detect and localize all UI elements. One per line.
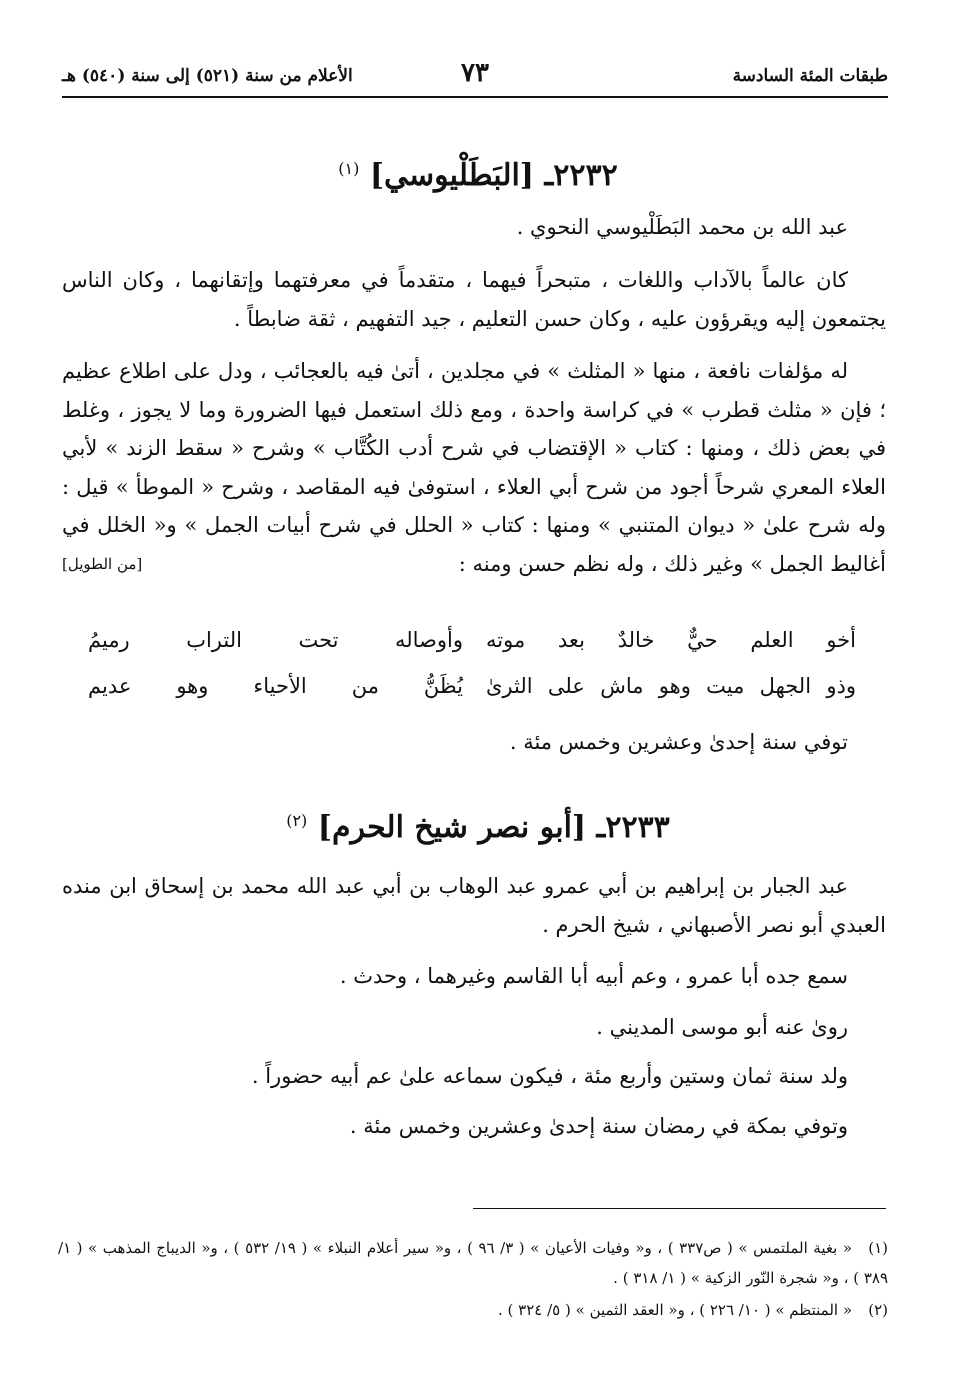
text-line: روىٰ عنه أبو موسى المديني . xyxy=(596,1015,848,1039)
verse-second-hemistich: وأوصاله تحت التراب رميمُ xyxy=(88,628,463,652)
death-line: توفي سنة إحدىٰ وعشرين وخمس مئة . xyxy=(509,730,848,754)
footnote-divider xyxy=(473,1208,886,1209)
entry-title-text: ٢٢٣٢ـ [البَطَلْيوسي] xyxy=(369,158,618,193)
footnote-number: (٢) xyxy=(868,1301,888,1319)
page-number: ٧٣ xyxy=(461,58,489,88)
chapter-range-title: الأعلام من سنة (٥٢١) إلى سنة (٥٤٠) هـ xyxy=(62,66,353,86)
book-section-title: طبقات المئة السادسة xyxy=(732,66,888,86)
poem-verse xyxy=(88,674,856,714)
verse-first-hemistich: أخو العلم حيٌّ خالدٌ بعد موته xyxy=(486,628,856,652)
text-line: ولد سنة ثمان وستين وأربع مئة ، فيكون سماعه علىٰ عم أبيه حضوراً . xyxy=(251,1064,848,1088)
entry-title-2233 xyxy=(0,810,956,845)
entry-title-text: ٢٢٣٣ـ [أبو نصر شيخ الحرم] xyxy=(317,810,670,845)
footnote-text: « بغية الملتمس » ( ص٣٣٧ ) ، و« وفيات الأعيان » ( ٣/ ٩٦ ) ، و« سير أعلام النبلاء » ( ١٩/ ٥٣٢ ) ، و« الديباج المذهب » ( ١/ ٣٨٩ ) ، و« شجرة النّور الزكية » ( ١/ ٣١٨ ) . xyxy=(58,1239,888,1287)
footnote xyxy=(58,1295,888,1325)
verse-second-hemistich: يُظَنُّ من الأحياء وهو عديم xyxy=(88,674,463,698)
running-header xyxy=(62,58,888,98)
poem-verse xyxy=(88,628,856,668)
text-line: سمع جده أبا عمرو ، وعم أبيه أبا القاسم وغيرهما ، وحدث . xyxy=(339,964,848,988)
footnote-ref: (١) xyxy=(338,159,360,178)
footnote-ref: (٢) xyxy=(286,811,308,830)
entry-paragraph xyxy=(62,352,886,583)
paragraph-text: له مؤلفات نافعة ، منها « المثلث » في مجلدين ، أتىٰ فيه بالعجائب ، ودل على اطلاع عظيم ؛ فإن « مثلث قطرب » في كراسة واحدة ، ومع ذلك استعمل فيها الضرورة وما لا يجوز ، وغلط في بعض ذلك ، ومنها : كتاب « الإقتضاب في شرح أدب الكُتَّاب » وشرح « سقط الزند » لأبي العلاء المعري شرحاً أجود من شرح أبي العلاء ، استوفىٰ فيه المقاصد ، وشرح « الموطأ » قيل : وله شرح علىٰ « ديوان المتنبي » ومنها : كتاب « الحلل في شرح أبيات الجمل » و« الخلل في أغاليط الجمل » وغير ذلك ، وله نظم حسن ومنه : xyxy=(62,359,886,576)
footnote-text: « المنتظم » ( ١٠/ ٢٢٦ ) ، و« العقد الثمين » ( ٥/ ٣٢٤ ) . xyxy=(498,1301,852,1319)
text-line: وتوفي بمكة في رمضان سنة إحدىٰ وعشرين وخمس مئة . xyxy=(349,1114,848,1138)
footnote xyxy=(58,1233,888,1293)
entry-paragraph: عبد الجبار بن إبراهيم بن أبي عمرو عبد الوهاب بن أبي عبد الله محمد بن إسحاق ابن منده العبدي أبو نصر الأصبهاني ، شيخ الحرم . xyxy=(62,874,886,937)
entry-paragraph: كان عالماً بالآداب واللغات ، متبحراً فيهما ، متقدماً في معرفتهما وإتقانهما ، وكان الناس يجتمعون إليه ويقرؤون عليه ، وكان حسن التعليم ، جيد التفهيم ، ثقة ضابطاً . xyxy=(62,268,886,331)
entry-name-line: عبد الله بن محمد البَطَلْيوسي النحوي . xyxy=(516,215,848,239)
verse-first-hemistich: وذو الجهل ميت وهو ماش على الثرىٰ xyxy=(486,674,856,698)
meter-label: [من الطويل] xyxy=(62,554,143,573)
entry-title-2232 xyxy=(0,158,956,193)
footnote-number: (١) xyxy=(868,1239,889,1257)
